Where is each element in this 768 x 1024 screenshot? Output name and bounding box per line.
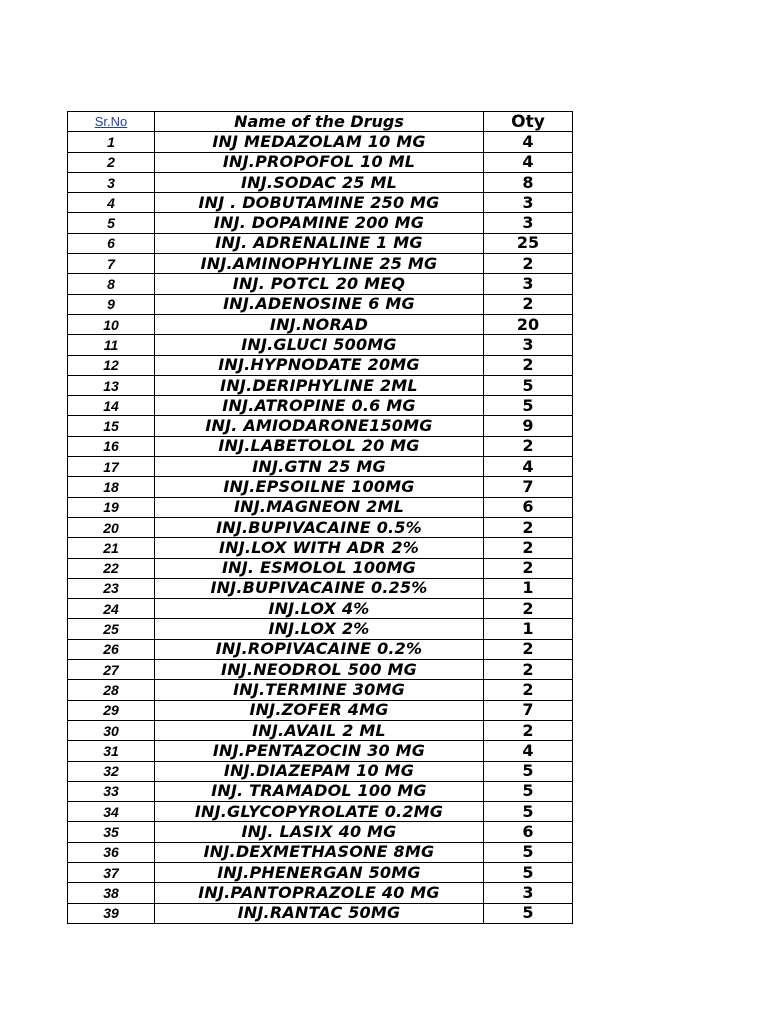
row-sr-no: 34 (68, 802, 155, 822)
row-quantity: 5 (484, 862, 573, 882)
row-sr-no: 31 (68, 741, 155, 761)
row-quantity: 5 (484, 396, 573, 416)
row-sr-no: 30 (68, 720, 155, 740)
row-quantity: 2 (484, 720, 573, 740)
row-drug-name: INJ. POTCL 20 MEQ (155, 274, 484, 294)
row-drug-name: INJ.LOX WITH ADR 2% (155, 538, 484, 558)
table-row (68, 355, 573, 375)
row-drug-name: INJ.DEXMETHASONE 8MG (155, 842, 484, 862)
row-quantity: 3 (484, 213, 573, 233)
header-sr-no: Sr.No (68, 112, 155, 132)
row-sr-no: 2 (68, 152, 155, 172)
table-row (68, 781, 573, 801)
row-quantity: 7 (484, 477, 573, 497)
row-drug-name: INJ.AMINOPHYLINE 25 MG (155, 254, 484, 274)
row-quantity: 7 (484, 700, 573, 720)
row-quantity: 2 (484, 558, 573, 578)
row-quantity: 4 (484, 152, 573, 172)
row-sr-no: 20 (68, 517, 155, 537)
row-drug-name: INJ.GTN 25 MG (155, 457, 484, 477)
row-quantity: 1 (484, 578, 573, 598)
row-quantity: 5 (484, 903, 573, 923)
table-row (68, 883, 573, 903)
row-sr-no: 5 (68, 213, 155, 233)
table-row (68, 254, 573, 274)
table-row (68, 619, 573, 639)
row-sr-no: 12 (68, 355, 155, 375)
drug-quantity-table (67, 111, 573, 924)
table-row (68, 172, 573, 192)
row-quantity: 4 (484, 457, 573, 477)
table-row (68, 314, 573, 334)
table-row (68, 193, 573, 213)
table-row (68, 457, 573, 477)
row-sr-no: 23 (68, 578, 155, 598)
row-quantity: 2 (484, 680, 573, 700)
row-quantity: 6 (484, 822, 573, 842)
row-drug-name: INJ.LOX 4% (155, 599, 484, 619)
row-drug-name: INJ. AMIODARONE150MG (155, 416, 484, 436)
row-quantity: 3 (484, 193, 573, 213)
row-quantity: 2 (484, 254, 573, 274)
row-drug-name: INJ.RANTAC 50MG (155, 903, 484, 923)
table-body (68, 132, 573, 924)
row-drug-name: INJ.BUPIVACAINE 0.5% (155, 517, 484, 537)
table-row (68, 477, 573, 497)
table-row (68, 802, 573, 822)
row-sr-no: 3 (68, 172, 155, 192)
row-drug-name: INJ.AVAIL 2 ML (155, 720, 484, 740)
row-sr-no: 15 (68, 416, 155, 436)
row-drug-name: INJ.NEODROL 500 MG (155, 660, 484, 680)
row-quantity: 2 (484, 599, 573, 619)
row-drug-name: INJ.ATROPINE 0.6 MG (155, 396, 484, 416)
row-sr-no: 10 (68, 314, 155, 334)
row-drug-name: INJ. DOPAMINE 200 MG (155, 213, 484, 233)
row-drug-name: INJ.TERMINE 30MG (155, 680, 484, 700)
row-sr-no: 9 (68, 294, 155, 314)
table-row (68, 700, 573, 720)
row-drug-name: INJ.ROPIVACAINE 0.2% (155, 639, 484, 659)
table-row (68, 416, 573, 436)
table-row (68, 822, 573, 842)
row-drug-name: INJ . DOBUTAMINE 250 MG (155, 193, 484, 213)
table-row (68, 558, 573, 578)
row-drug-name: INJ.PROPOFOL 10 ML (155, 152, 484, 172)
row-quantity: 5 (484, 375, 573, 395)
table-row (68, 294, 573, 314)
row-quantity: 5 (484, 842, 573, 862)
table-row (68, 396, 573, 416)
table-row (68, 497, 573, 517)
row-sr-no: 27 (68, 660, 155, 680)
table-row (68, 436, 573, 456)
row-quantity: 2 (484, 436, 573, 456)
row-quantity: 3 (484, 335, 573, 355)
row-quantity: 9 (484, 416, 573, 436)
row-sr-no: 4 (68, 193, 155, 213)
row-sr-no: 16 (68, 436, 155, 456)
row-sr-no: 22 (68, 558, 155, 578)
row-drug-name: INJ.PANTOPRAZOLE 40 MG (155, 883, 484, 903)
row-sr-no: 29 (68, 700, 155, 720)
row-drug-name: INJ.GLUCI 500MG (155, 335, 484, 355)
table-row (68, 842, 573, 862)
table-row (68, 903, 573, 923)
row-sr-no: 24 (68, 599, 155, 619)
row-sr-no: 21 (68, 538, 155, 558)
row-drug-name: INJ.DIAZEPAM 10 MG (155, 761, 484, 781)
row-drug-name: INJ.PENTAZOCIN 30 MG (155, 741, 484, 761)
row-quantity: 2 (484, 294, 573, 314)
table-row (68, 862, 573, 882)
row-sr-no: 28 (68, 680, 155, 700)
row-quantity: 3 (484, 883, 573, 903)
row-drug-name: INJ MEDAZOLAM 10 MG (155, 132, 484, 152)
row-drug-name: INJ.ZOFER 4MG (155, 700, 484, 720)
row-quantity: 5 (484, 761, 573, 781)
table-row (68, 233, 573, 253)
table-row (68, 538, 573, 558)
row-quantity: 5 (484, 802, 573, 822)
row-quantity: 4 (484, 132, 573, 152)
table-row (68, 274, 573, 294)
row-sr-no: 18 (68, 477, 155, 497)
table-row (68, 132, 573, 152)
row-quantity: 5 (484, 781, 573, 801)
table-row (68, 680, 573, 700)
row-sr-no: 7 (68, 254, 155, 274)
table-row (68, 152, 573, 172)
table-row (68, 599, 573, 619)
row-quantity: 2 (484, 355, 573, 375)
row-drug-name: INJ.SODAC 25 ML (155, 172, 484, 192)
row-sr-no: 14 (68, 396, 155, 416)
row-drug-name: INJ.ADENOSINE 6 MG (155, 294, 484, 314)
row-sr-no: 32 (68, 761, 155, 781)
row-sr-no: 19 (68, 497, 155, 517)
row-quantity: 4 (484, 741, 573, 761)
row-drug-name: INJ.HYPNODATE 20MG (155, 355, 484, 375)
row-sr-no: 17 (68, 457, 155, 477)
row-drug-name: INJ.GLYCOPYROLATE 0.2MG (155, 802, 484, 822)
row-sr-no: 1 (68, 132, 155, 152)
row-sr-no: 25 (68, 619, 155, 639)
row-drug-name: INJ. LASIX 40 MG (155, 822, 484, 842)
row-sr-no: 33 (68, 781, 155, 801)
row-sr-no: 11 (68, 335, 155, 355)
row-quantity: 25 (484, 233, 573, 253)
row-quantity: 2 (484, 517, 573, 537)
row-sr-no: 35 (68, 822, 155, 842)
row-quantity: 8 (484, 172, 573, 192)
row-drug-name: INJ.EPSOILNE 100MG (155, 477, 484, 497)
table-row (68, 517, 573, 537)
row-quantity: 1 (484, 619, 573, 639)
row-sr-no: 38 (68, 883, 155, 903)
table-row (68, 335, 573, 355)
row-quantity: 6 (484, 497, 573, 517)
row-drug-name: INJ.PHENERGAN 50MG (155, 862, 484, 882)
row-sr-no: 6 (68, 233, 155, 253)
row-quantity: 2 (484, 538, 573, 558)
table-row (68, 578, 573, 598)
row-drug-name: INJ. TRAMADOL 100 MG (155, 781, 484, 801)
row-sr-no: 36 (68, 842, 155, 862)
row-drug-name: INJ.MAGNEON 2ML (155, 497, 484, 517)
table-row (68, 375, 573, 395)
header-quantity: Oty (484, 112, 573, 132)
table-row (68, 660, 573, 680)
row-drug-name: INJ.NORAD (155, 314, 484, 334)
row-quantity: 3 (484, 274, 573, 294)
row-sr-no: 13 (68, 375, 155, 395)
row-sr-no: 26 (68, 639, 155, 659)
table-row (68, 213, 573, 233)
table-header-row (68, 112, 573, 132)
table-row (68, 720, 573, 740)
header-drug-name: Name of the Drugs (155, 112, 484, 132)
row-quantity: 2 (484, 639, 573, 659)
row-quantity: 2 (484, 660, 573, 680)
row-sr-no: 8 (68, 274, 155, 294)
row-sr-no: 37 (68, 862, 155, 882)
row-drug-name: INJ.LABETOLOL 20 MG (155, 436, 484, 456)
row-drug-name: INJ.BUPIVACAINE 0.25% (155, 578, 484, 598)
table-row (68, 639, 573, 659)
row-drug-name: INJ. ESMOLOL 100MG (155, 558, 484, 578)
row-drug-name: INJ. ADRENALINE 1 MG (155, 233, 484, 253)
row-drug-name: INJ.LOX 2% (155, 619, 484, 639)
row-drug-name: INJ.DERIPHYLINE 2ML (155, 375, 484, 395)
row-quantity: 20 (484, 314, 573, 334)
row-sr-no: 39 (68, 903, 155, 923)
table-row (68, 761, 573, 781)
table-row (68, 741, 573, 761)
